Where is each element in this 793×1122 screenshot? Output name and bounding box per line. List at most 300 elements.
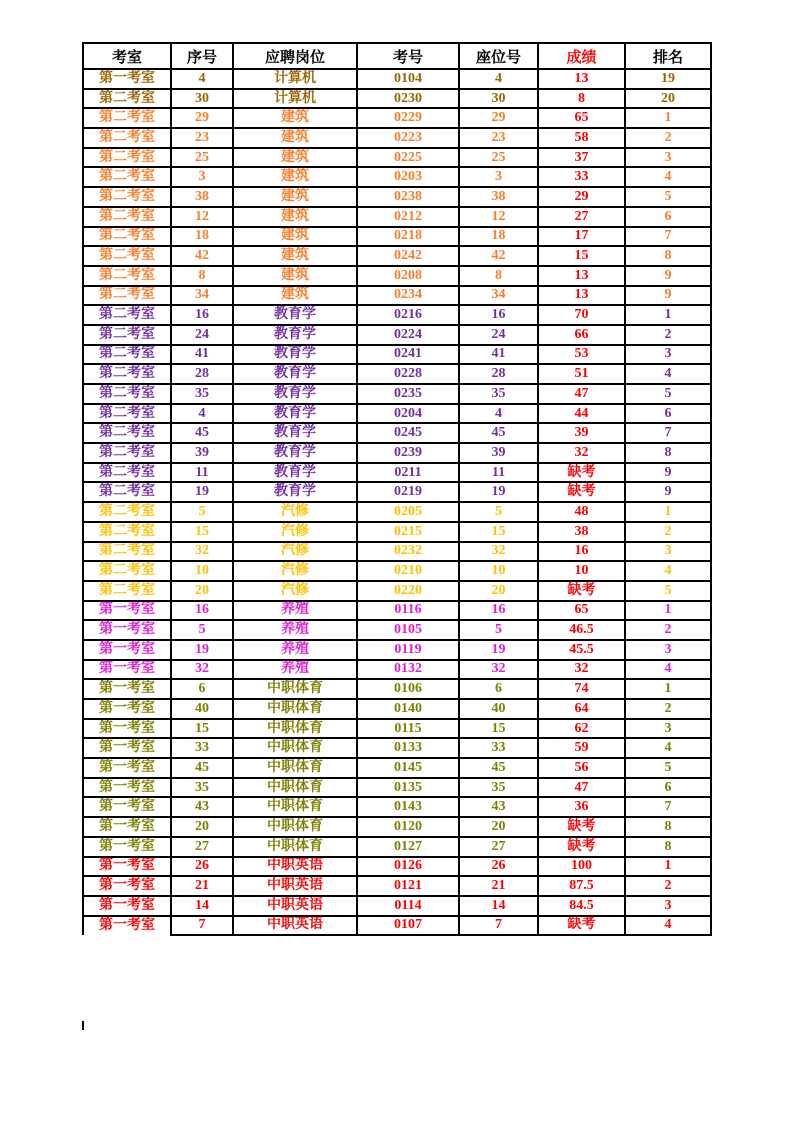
cell-seat: 11: [459, 463, 538, 483]
cell-seat: 30: [459, 89, 538, 109]
cell-score: 84.5: [538, 896, 625, 916]
cell-rank: 1: [625, 601, 711, 621]
cell-seq: 6: [171, 679, 233, 699]
table-body: [83, 69, 711, 935]
cell-post: 养殖: [233, 640, 357, 660]
cell-seq: 38: [171, 187, 233, 207]
cell-seq: 21: [171, 876, 233, 896]
table-row: [83, 837, 711, 857]
cell-seat: 4: [459, 69, 538, 89]
table-row: [83, 876, 711, 896]
cell-exam-no: 0238: [357, 187, 459, 207]
cell-seq: 7: [171, 916, 233, 936]
cell-room: 第一考室: [83, 817, 171, 837]
cell-score: 13: [538, 266, 625, 286]
cell-seat: 3: [459, 167, 538, 187]
cell-room: 第二考室: [83, 345, 171, 365]
header-seq: 序号: [171, 43, 233, 69]
cell-exam-no: 0235: [357, 384, 459, 404]
cell-rank: 3: [625, 148, 711, 168]
cell-post: 汽修: [233, 522, 357, 542]
table-row: [83, 778, 711, 798]
cell-exam-no: 0225: [357, 148, 459, 168]
cell-score: 59: [538, 738, 625, 758]
cell-rank: 19: [625, 69, 711, 89]
table-row: [83, 69, 711, 89]
cell-rank: 4: [625, 660, 711, 680]
cell-exam-no: 0135: [357, 778, 459, 798]
cell-room: 第二考室: [83, 561, 171, 581]
cell-post: 教育学: [233, 482, 357, 502]
cell-score: 32: [538, 443, 625, 463]
cell-post: 教育学: [233, 423, 357, 443]
cell-rank: 4: [625, 738, 711, 758]
cell-exam-no: 0224: [357, 325, 459, 345]
cell-exam-no: 0212: [357, 207, 459, 227]
cell-post: 教育学: [233, 325, 357, 345]
cell-score: 缺考: [538, 482, 625, 502]
cell-room: 第一考室: [83, 916, 171, 936]
cell-seat: 35: [459, 778, 538, 798]
cell-room: 第二考室: [83, 325, 171, 345]
cell-score: 44: [538, 404, 625, 424]
cell-seq: 20: [171, 581, 233, 601]
cell-seq: 23: [171, 128, 233, 148]
cell-score: 74: [538, 679, 625, 699]
cell-post: 中职体育: [233, 719, 357, 739]
cell-post: 建筑: [233, 128, 357, 148]
cell-room: 第二考室: [83, 89, 171, 109]
cell-post: 建筑: [233, 266, 357, 286]
cell-score: 33: [538, 167, 625, 187]
cell-post: 建筑: [233, 108, 357, 128]
table-row: [83, 246, 711, 266]
header-row: [83, 43, 711, 69]
cell-room: 第二考室: [83, 443, 171, 463]
cell-score: 87.5: [538, 876, 625, 896]
cell-score: 45.5: [538, 640, 625, 660]
cell-score: 10: [538, 561, 625, 581]
cell-rank: 5: [625, 758, 711, 778]
cell-post: 教育学: [233, 443, 357, 463]
cell-exam-no: 0218: [357, 227, 459, 247]
cell-room: 第二考室: [83, 148, 171, 168]
cell-room: 第一考室: [83, 837, 171, 857]
cell-seat: 10: [459, 561, 538, 581]
table-row: [83, 522, 711, 542]
cell-exam-no: 0211: [357, 463, 459, 483]
cell-room: 第二考室: [83, 542, 171, 562]
score-table: [82, 42, 712, 936]
table-row: [83, 601, 711, 621]
cell-room: 第二考室: [83, 246, 171, 266]
cell-rank: 5: [625, 187, 711, 207]
cell-seq: 16: [171, 601, 233, 621]
cell-seat: 32: [459, 660, 538, 680]
cell-room: 第二考室: [83, 305, 171, 325]
cell-seat: 20: [459, 817, 538, 837]
cell-room: 第二考室: [83, 187, 171, 207]
cell-exam-no: 0210: [357, 561, 459, 581]
table-row: [83, 561, 711, 581]
table-row: [83, 857, 711, 877]
cell-rank: 20: [625, 89, 711, 109]
cell-post: 中职体育: [233, 778, 357, 798]
cell-room: 第二考室: [83, 522, 171, 542]
header-exam-no: 考号: [357, 43, 459, 69]
cell-seat: 25: [459, 148, 538, 168]
cell-exam-no: 0216: [357, 305, 459, 325]
cell-seq: 41: [171, 345, 233, 365]
cell-score: 36: [538, 797, 625, 817]
cell-exam-no: 0228: [357, 364, 459, 384]
cell-seat: 5: [459, 502, 538, 522]
cell-seq: 5: [171, 502, 233, 522]
cell-room: 第二考室: [83, 463, 171, 483]
cell-score: 100: [538, 857, 625, 877]
cell-rank: 8: [625, 817, 711, 837]
cell-seq: 30: [171, 89, 233, 109]
cell-seat: 41: [459, 345, 538, 365]
cell-seat: 16: [459, 601, 538, 621]
cell-seq: 45: [171, 758, 233, 778]
cell-rank: 9: [625, 463, 711, 483]
cell-post: 建筑: [233, 207, 357, 227]
cell-rank: 7: [625, 797, 711, 817]
table-row: [83, 699, 711, 719]
table-row: [83, 916, 711, 936]
cell-post: 教育学: [233, 384, 357, 404]
cell-post: 建筑: [233, 246, 357, 266]
cell-room: 第一考室: [83, 857, 171, 877]
cell-seat: 8: [459, 266, 538, 286]
cell-seat: 14: [459, 896, 538, 916]
cell-post: 计算机: [233, 89, 357, 109]
cell-post: 中职体育: [233, 797, 357, 817]
table-row: [83, 187, 711, 207]
table-row: [83, 679, 711, 699]
cell-seat: 26: [459, 857, 538, 877]
cell-score: 29: [538, 187, 625, 207]
cell-post: 教育学: [233, 364, 357, 384]
cell-rank: 9: [625, 286, 711, 306]
cell-score: 56: [538, 758, 625, 778]
cell-score: 缺考: [538, 463, 625, 483]
cell-rank: 5: [625, 581, 711, 601]
cell-seq: 11: [171, 463, 233, 483]
cell-seat: 15: [459, 719, 538, 739]
cell-seq: 27: [171, 837, 233, 857]
cell-room: 第一考室: [83, 778, 171, 798]
cell-post: 汽修: [233, 581, 357, 601]
cell-rank: 4: [625, 561, 711, 581]
cell-post: 教育学: [233, 404, 357, 424]
table-row: [83, 719, 711, 739]
table-row: [83, 463, 711, 483]
cell-exam-no: 0203: [357, 167, 459, 187]
cell-rank: 6: [625, 778, 711, 798]
cell-score: 缺考: [538, 581, 625, 601]
cell-room: 第一考室: [83, 660, 171, 680]
cell-room: 第一考室: [83, 738, 171, 758]
cell-seat: 18: [459, 227, 538, 247]
cell-seat: 43: [459, 797, 538, 817]
cell-room: 第一考室: [83, 679, 171, 699]
cell-seat: 19: [459, 640, 538, 660]
cell-exam-no: 0208: [357, 266, 459, 286]
cell-room: 第一考室: [83, 640, 171, 660]
cell-post: 教育学: [233, 463, 357, 483]
cell-post: 计算机: [233, 69, 357, 89]
cell-seat: 45: [459, 423, 538, 443]
cell-seat: 15: [459, 522, 538, 542]
table-row: [83, 384, 711, 404]
cell-rank: 1: [625, 679, 711, 699]
cell-post: 中职英语: [233, 857, 357, 877]
cell-score: 13: [538, 286, 625, 306]
cell-room: 第二考室: [83, 364, 171, 384]
cell-score: 58: [538, 128, 625, 148]
table-row: [83, 640, 711, 660]
cell-rank: 3: [625, 542, 711, 562]
cell-exam-no: 0241: [357, 345, 459, 365]
cell-seq: 3: [171, 167, 233, 187]
cell-post: 建筑: [233, 187, 357, 207]
cell-room: 第二考室: [83, 404, 171, 424]
cell-exam-no: 0120: [357, 817, 459, 837]
cell-seq: 25: [171, 148, 233, 168]
cell-exam-no: 0143: [357, 797, 459, 817]
cell-rank: 1: [625, 502, 711, 522]
cell-rank: 1: [625, 305, 711, 325]
cell-post: 建筑: [233, 148, 357, 168]
cell-seq: 28: [171, 364, 233, 384]
cell-room: 第二考室: [83, 581, 171, 601]
table-row: [83, 345, 711, 365]
cell-post: 汽修: [233, 502, 357, 522]
cell-post: 中职英语: [233, 876, 357, 896]
cell-post: 中职体育: [233, 837, 357, 857]
cell-exam-no: 0223: [357, 128, 459, 148]
cell-seat: 29: [459, 108, 538, 128]
cell-post: 中职英语: [233, 916, 357, 936]
table-row: [83, 817, 711, 837]
cell-seat: 21: [459, 876, 538, 896]
cell-exam-no: 0107: [357, 916, 459, 936]
cell-post: 汽修: [233, 542, 357, 562]
cell-seq: 45: [171, 423, 233, 443]
cell-seq: 5: [171, 620, 233, 640]
cell-exam-no: 0104: [357, 69, 459, 89]
cell-exam-no: 0234: [357, 286, 459, 306]
cell-seq: 42: [171, 246, 233, 266]
cell-seq: 35: [171, 384, 233, 404]
table-row: [83, 207, 711, 227]
cell-seat: 23: [459, 128, 538, 148]
table-row: [83, 286, 711, 306]
cell-seq: 10: [171, 561, 233, 581]
cell-seat: 5: [459, 620, 538, 640]
cell-seat: 12: [459, 207, 538, 227]
cell-rank: 7: [625, 227, 711, 247]
cell-seat: 20: [459, 581, 538, 601]
cell-exam-no: 0132: [357, 660, 459, 680]
cell-rank: 5: [625, 384, 711, 404]
cell-rank: 4: [625, 167, 711, 187]
cell-rank: 6: [625, 207, 711, 227]
cell-exam-no: 0105: [357, 620, 459, 640]
cell-room: 第二考室: [83, 207, 171, 227]
cell-score: 缺考: [538, 837, 625, 857]
cell-exam-no: 0230: [357, 89, 459, 109]
cell-score: 70: [538, 305, 625, 325]
cell-score: 47: [538, 384, 625, 404]
cell-post: 中职英语: [233, 896, 357, 916]
cell-rank: 9: [625, 482, 711, 502]
cell-score: 65: [538, 601, 625, 621]
cell-rank: 1: [625, 108, 711, 128]
cell-seq: 16: [171, 305, 233, 325]
table-row: [83, 660, 711, 680]
header-score: 成绩: [538, 43, 625, 69]
cell-room: 第二考室: [83, 482, 171, 502]
cell-seq: 4: [171, 69, 233, 89]
cell-seat: 42: [459, 246, 538, 266]
cell-exam-no: 0215: [357, 522, 459, 542]
cell-seat: 16: [459, 305, 538, 325]
cell-post: 中职体育: [233, 679, 357, 699]
cell-room: 第二考室: [83, 227, 171, 247]
header-room: 考室: [83, 43, 171, 69]
cell-score: 65: [538, 108, 625, 128]
cell-exam-no: 0116: [357, 601, 459, 621]
cell-rank: 6: [625, 404, 711, 424]
table-row: [83, 423, 711, 443]
cell-seq: 15: [171, 719, 233, 739]
cell-score: 47: [538, 778, 625, 798]
cell-rank: 1: [625, 857, 711, 877]
cell-post: 教育学: [233, 345, 357, 365]
cell-seat: 4: [459, 404, 538, 424]
cell-seq: 14: [171, 896, 233, 916]
cell-score: 66: [538, 325, 625, 345]
cell-score: 39: [538, 423, 625, 443]
cell-seat: 39: [459, 443, 538, 463]
cell-room: 第一考室: [83, 69, 171, 89]
cell-score: 32: [538, 660, 625, 680]
cell-room: 第一考室: [83, 876, 171, 896]
cell-score: 缺考: [538, 916, 625, 936]
cell-exam-no: 0140: [357, 699, 459, 719]
header-seat: 座位号: [459, 43, 538, 69]
table-row: [83, 797, 711, 817]
cell-seq: 33: [171, 738, 233, 758]
cell-seq: 15: [171, 522, 233, 542]
cell-rank: 3: [625, 896, 711, 916]
cell-exam-no: 0114: [357, 896, 459, 916]
cell-seq: 39: [171, 443, 233, 463]
cell-score: 16: [538, 542, 625, 562]
cell-room: 第一考室: [83, 758, 171, 778]
cell-exam-no: 0219: [357, 482, 459, 502]
cell-rank: 2: [625, 325, 711, 345]
cell-rank: 9: [625, 266, 711, 286]
cell-room: 第二考室: [83, 502, 171, 522]
cell-post: 养殖: [233, 660, 357, 680]
cell-exam-no: 0239: [357, 443, 459, 463]
cell-exam-no: 0145: [357, 758, 459, 778]
cell-room: 第二考室: [83, 108, 171, 128]
cell-post: 教育学: [233, 305, 357, 325]
cell-post: 中职体育: [233, 699, 357, 719]
cell-seq: 40: [171, 699, 233, 719]
cell-seq: 32: [171, 660, 233, 680]
cell-rank: 3: [625, 640, 711, 660]
table-row: [83, 108, 711, 128]
header-post: 应聘岗位: [233, 43, 357, 69]
cell-score: 15: [538, 246, 625, 266]
cell-post: 建筑: [233, 167, 357, 187]
cell-room: 第一考室: [83, 896, 171, 916]
cell-exam-no: 0229: [357, 108, 459, 128]
cell-room: 第一考室: [83, 797, 171, 817]
cell-room: 第二考室: [83, 128, 171, 148]
cell-seat: 28: [459, 364, 538, 384]
cell-rank: 3: [625, 345, 711, 365]
cell-seat: 24: [459, 325, 538, 345]
cell-room: 第二考室: [83, 286, 171, 306]
cell-seq: 35: [171, 778, 233, 798]
cell-post: 建筑: [233, 286, 357, 306]
cell-exam-no: 0205: [357, 502, 459, 522]
table-row: [83, 89, 711, 109]
cell-exam-no: 0204: [357, 404, 459, 424]
table-row: [83, 896, 711, 916]
cell-post: 中职体育: [233, 758, 357, 778]
cell-room: 第一考室: [83, 620, 171, 640]
cell-post: 中职体育: [233, 738, 357, 758]
cell-post: 养殖: [233, 620, 357, 640]
cell-rank: 7: [625, 423, 711, 443]
cell-seat: 45: [459, 758, 538, 778]
cell-rank: 8: [625, 246, 711, 266]
cell-seat: 27: [459, 837, 538, 857]
cell-rank: 2: [625, 620, 711, 640]
cell-rank: 4: [625, 916, 711, 936]
cell-exam-no: 0127: [357, 837, 459, 857]
cell-exam-no: 0242: [357, 246, 459, 266]
table-row: [83, 266, 711, 286]
table-row: [83, 542, 711, 562]
cell-post: 中职体育: [233, 817, 357, 837]
cell-rank: 3: [625, 719, 711, 739]
cell-seq: 19: [171, 482, 233, 502]
cell-exam-no: 0121: [357, 876, 459, 896]
cell-room: 第二考室: [83, 384, 171, 404]
table-row: [83, 364, 711, 384]
cell-score: 缺考: [538, 817, 625, 837]
table-row: [83, 581, 711, 601]
cell-exam-no: 0220: [357, 581, 459, 601]
cell-room: 第一考室: [83, 601, 171, 621]
cell-seat: 34: [459, 286, 538, 306]
cell-seat: 40: [459, 699, 538, 719]
cell-score: 38: [538, 522, 625, 542]
cell-exam-no: 0245: [357, 423, 459, 443]
cell-score: 13: [538, 69, 625, 89]
cell-seq: 12: [171, 207, 233, 227]
cell-seq: 8: [171, 266, 233, 286]
